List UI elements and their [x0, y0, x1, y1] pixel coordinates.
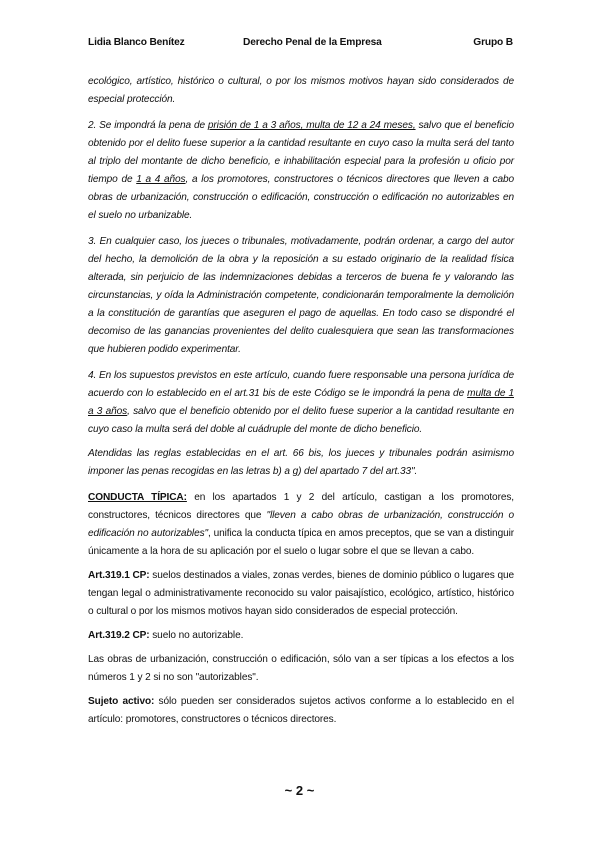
- page-header: [88, 37, 513, 51]
- paragraph-section-4: [88, 367, 514, 439]
- paragraph-text: en los apartados 1 y 2 del artículo, castigan a los promotores, constructores, técnicos directores que: [88, 492, 514, 521]
- underlined-penalty: prisión de 1 a 3 años, multa de 12 a 24 meses,: [207, 120, 416, 131]
- paragraph-section-3: [88, 233, 514, 359]
- header-title: Derecho Penal de la Empresa: [243, 37, 382, 48]
- paragraph-text: salvo que el beneficio obtenido por el delito fuese superior a la cantidad resultante en cuyo caso la multa será del tanto al triplo del montante de dicho beneficio, e inhabilitación especial para la profesión u oficio por tiempo de: [88, 120, 514, 185]
- paragraph-text: sólo pueden ser considerados sujetos activos conforme a lo establecido en el artículo: promotores, constructores o técnicos directores.: [88, 696, 514, 725]
- paragraph-text: Las obras de urbanización, construcción o edificación, sólo van a ser típicas a los efectos a los números 1 y 2 si no son "autorizables".: [88, 654, 514, 683]
- paragraph-text: , salvo que el beneficio obtenido por el delito fuese superior a la cantidad resultante en cuyo caso la multa será del doble al cuádruple del monte de dicho beneficio.: [88, 406, 514, 435]
- paragraph-continuation: [88, 73, 514, 109]
- paragraph-text: ecológico, artístico, histórico o cultural, o por los mismos motivos hayan sido considerados de especial protección.: [88, 76, 514, 105]
- underlined-fine: multa de 1 a 3 años: [88, 388, 514, 417]
- paragraph-text: 4. En los supuestos previstos en este artículo, cuando fuere responsable una persona jurídica de acuerdo con lo establecido en el art.31 bis de este Código se le impondrá la pena de: [88, 370, 514, 399]
- paragraph-obras: [88, 651, 514, 687]
- section-label: CONDUCTA TÍPICA:: [88, 492, 187, 503]
- page-number: ~ 2 ~: [284, 783, 315, 798]
- paragraph-text: 2. Se impondrá la pena de: [88, 120, 208, 131]
- subject-label: Sujeto activo:: [88, 696, 155, 707]
- paragraph-text: 3. En cualquier caso, los jueces o tribunales, motivadamente, podrán ordenar, a cargo del autor del hecho, la demolición de la obra y la reposición a su estado originario de la realidad física alterada, sin perjuicio de las indemnizaciones debidas a terceros de buena fe y valorando las circunstancias, y oída la Administración competente, condicionarán temporalmente la demolición a la constitución de garantías que aseguren el pago de aquellas. En todo caso se dispondré el decomiso de las ganancias provenientes del delito cualesquiera que sean las transformaciones que hubieren podido experimentar.: [88, 236, 514, 355]
- paragraph-text: , unifica la conducta típica en amos preceptos, que se van a distinguir únicamente a la hora de su aplicación por el suelo o lugar sobre el que se llevan a cabo.: [88, 528, 515, 557]
- paragraph-text: suelos destinados a viales, zonas verdes, bienes de dominio público o lugares que tengan legal o administrativamente reconocido su valor paisajístico, ecológico, artístico, histórico o cultural o por los mismos motivos hayan sido considerados de especial protección.: [88, 570, 515, 617]
- article-label: Art.319.1 CP:: [88, 570, 150, 581]
- body-text: [88, 73, 514, 729]
- paragraph-text: , a los promotores, constructores o técnicos directores que lleven a cabo obras de urbanización, construcción o edificación, construcción o edificación no autorizables en el suelo no urbanizable.: [88, 174, 514, 221]
- paragraph-art-319-1: [88, 567, 514, 621]
- paragraph-sujeto-activo: [88, 693, 514, 729]
- paragraph-closing-quote: [88, 445, 514, 481]
- quoted-text: "lleven a cabo obras de urbanización, construcción o edificación no autorizables": [88, 510, 514, 539]
- header-author: Lidia Blanco Benítez: [88, 37, 185, 48]
- underlined-duration: 1 a 4 años: [136, 174, 186, 185]
- paragraph-art-319-2: [88, 627, 514, 645]
- header-group: Grupo B: [473, 37, 513, 48]
- article-label: Art.319.2 CP:: [88, 630, 150, 641]
- paragraph-text: suelo no autorizable.: [149, 630, 244, 641]
- paragraph-text: Atendidas las reglas establecidas en el art. 66 bis, los jueces y tribunales podrán asimismo imponer las penas recogidas en las letras b) a g) del apartado 7 del art.33".: [88, 448, 514, 477]
- paragraph-conducta-tipica: [88, 489, 514, 561]
- paragraph-section-2: [88, 117, 514, 225]
